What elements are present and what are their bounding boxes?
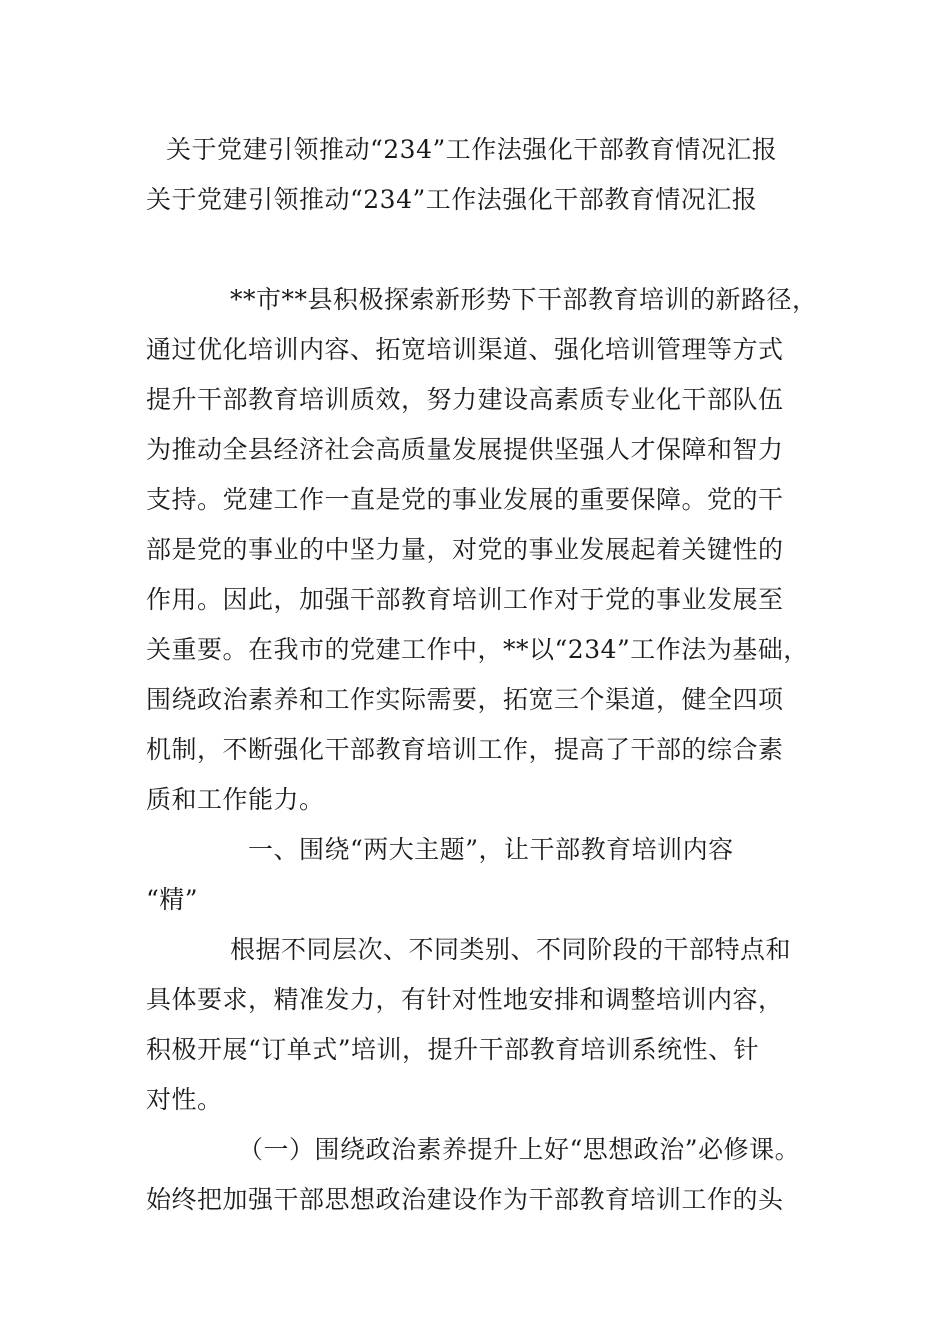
document-title: 关于党建引领推动“234”工作法强化干部教育情况汇报 bbox=[166, 135, 778, 164]
paragraph-line: 为推动全县经济社会高质量发展提供坚强人才保障和智力 bbox=[146, 435, 784, 464]
paragraph-line: 具体要求，精准发力，有针对性地安排和调整培训内容， bbox=[146, 985, 784, 1014]
paragraph-line: 提升干部教育培训质效，努力建设高素质专业化干部队伍 bbox=[146, 385, 784, 414]
heading-line: 一、围绕“两大主题”，让干部教育培训内容 bbox=[248, 835, 734, 864]
paragraph-line: 对性。 bbox=[146, 1085, 223, 1114]
paragraph-line: 围绕政治素养和工作实际需要，拓宽三个渠道，健全四项 bbox=[146, 685, 784, 714]
paragraph-line: 关重要。在我市的党建工作中，**以“234”工作法为基础， bbox=[146, 635, 809, 664]
paragraph-line: 部是党的事业的中坚力量，对党的事业发展起着关键性的 bbox=[146, 535, 784, 564]
heading-line: “精” bbox=[146, 885, 199, 914]
paragraph-line: 质和工作能力。 bbox=[146, 785, 325, 814]
paragraph-line: 始终把加强干部思想政治建设作为干部教育培训工作的头 bbox=[146, 1185, 784, 1214]
paragraph-line: 机制，不断强化干部教育培训工作，提高了干部的综合素 bbox=[146, 735, 784, 764]
paragraph-line: 支持。党建工作一直是党的事业发展的重要保障。党的干 bbox=[146, 485, 784, 514]
subsection-heading: （一）围绕政治素养提升上好“思想政治”必修课。 bbox=[238, 1135, 801, 1164]
paragraph-line: 根据不同层次、不同类别、不同阶段的干部特点和 bbox=[230, 935, 792, 964]
paragraph-line: 作用。因此，加强干部教育培训工作对于党的事业发展至 bbox=[146, 585, 784, 614]
paragraph-line: **市**县积极探索新形势下干部教育培训的新路径， bbox=[230, 285, 818, 314]
paragraph-line: 积极开展“订单式”培训，提升干部教育培训系统性、针 bbox=[146, 1035, 760, 1064]
paragraph-line: 通过优化培训内容、拓宽培训渠道、强化培训管理等方式 bbox=[146, 335, 784, 364]
document-title-repeat: 关于党建引领推动“234”工作法强化干部教育情况汇报 bbox=[146, 185, 758, 214]
